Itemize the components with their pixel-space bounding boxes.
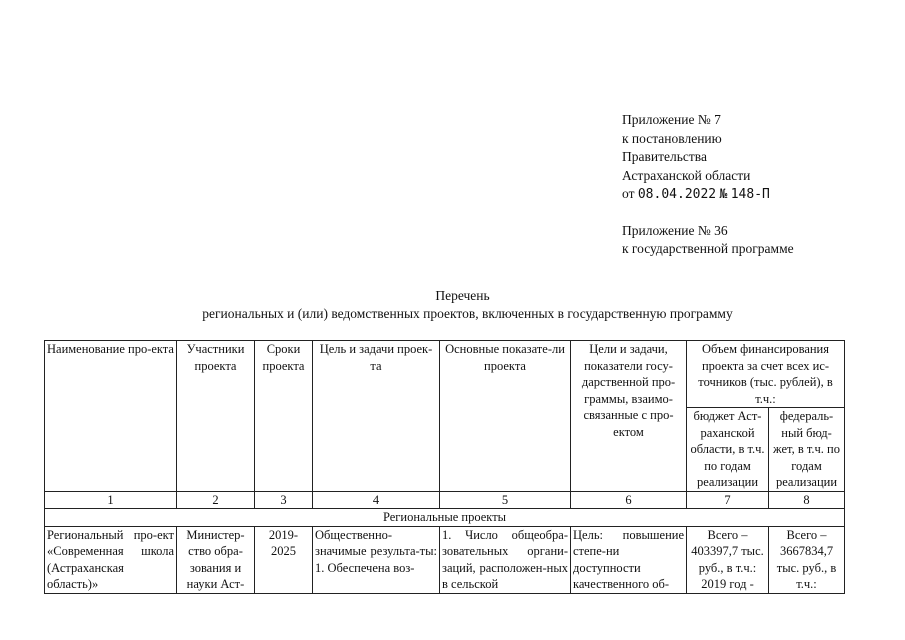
number-sign: № (719, 187, 728, 202)
appendix-36-label: Приложение № 36 (622, 222, 728, 238)
header-name: Наименование про-екта (45, 341, 177, 492)
column-number: 8 (769, 491, 845, 509)
column-number: 3 (255, 491, 313, 509)
document-title (0, 287, 905, 323)
government-label: Правительства (622, 149, 707, 164)
column-number: 2 (177, 491, 255, 509)
cell-indicators: 1. Число общеобра-зовательных органи-заций, расположен-ных в сельской (440, 526, 571, 593)
header-budget-region: бюджет Аст-раханской области, в т.ч. по годам реализации (687, 408, 769, 492)
section-title: Региональные проекты (45, 509, 845, 527)
appendix-7-label: Приложение № 7 (622, 112, 721, 127)
header-spacer (622, 205, 794, 222)
header-goals: Цель и задачи проек-та (313, 341, 440, 492)
column-number: 5 (440, 491, 571, 509)
section-row (45, 509, 845, 527)
table-row (45, 526, 845, 593)
resolution-date-line (622, 185, 794, 205)
projects-table (44, 340, 845, 594)
appendix-header (622, 111, 794, 259)
column-number: 1 (45, 491, 177, 509)
header-indicators: Основные показате-ли проекта (440, 341, 571, 492)
header-program-goals: Цели и задачи, показатели госу-дарственной про-граммы, взаимо-связанные с про-ектом (571, 341, 687, 492)
region-label: Астраханской области (622, 167, 751, 183)
column-number: 4 (313, 491, 440, 509)
cell-program-goals: Цель: повышение степе-ни доступности качественного об- (571, 526, 687, 593)
to-program-label: к государственной программе (622, 241, 794, 256)
cell-participants: Министер-ство обра-зования и науки Аст- (177, 526, 255, 593)
cell-project-name: Региональный про-ект «Современная школа (Астраханская область)» (45, 526, 177, 593)
cell-region-budget: Всего – 403397,7 тыс. руб., в т.ч.: 2019 год - (687, 526, 769, 593)
title-line-1: Перечень (435, 288, 490, 303)
to-resolution-label: к постановлению (622, 130, 722, 146)
header-financing: Объем финансирования проекта за счет всех ис-точников (тыс. рублей), в т.ч.: (687, 341, 845, 408)
cell-federal-budget: Всего – 3667834,7 тыс. руб., в т.ч.: (769, 526, 845, 593)
date-prefix: от (622, 186, 635, 201)
column-number: 6 (571, 491, 687, 509)
header-budget-federal: федераль-ный бюд-жет, в т.ч. по годам реализации (769, 408, 845, 492)
resolution-number: 148-П (730, 187, 770, 202)
table-header-row (45, 341, 845, 408)
column-number: 7 (687, 491, 769, 509)
resolution-date: 08.04.2022 (637, 187, 717, 202)
column-numbers-row (45, 491, 845, 509)
header-terms: Сроки проекта (255, 341, 313, 492)
cell-terms: 2019-2025 (255, 526, 313, 593)
title-line-2: региональных и (или) ведомственных проектов, включенных в государственную программу (202, 306, 733, 321)
header-participants: Участники проекта (177, 341, 255, 492)
cell-goals: Общественно-значимые результа-ты: 1. Обеспечена воз- (313, 526, 440, 593)
